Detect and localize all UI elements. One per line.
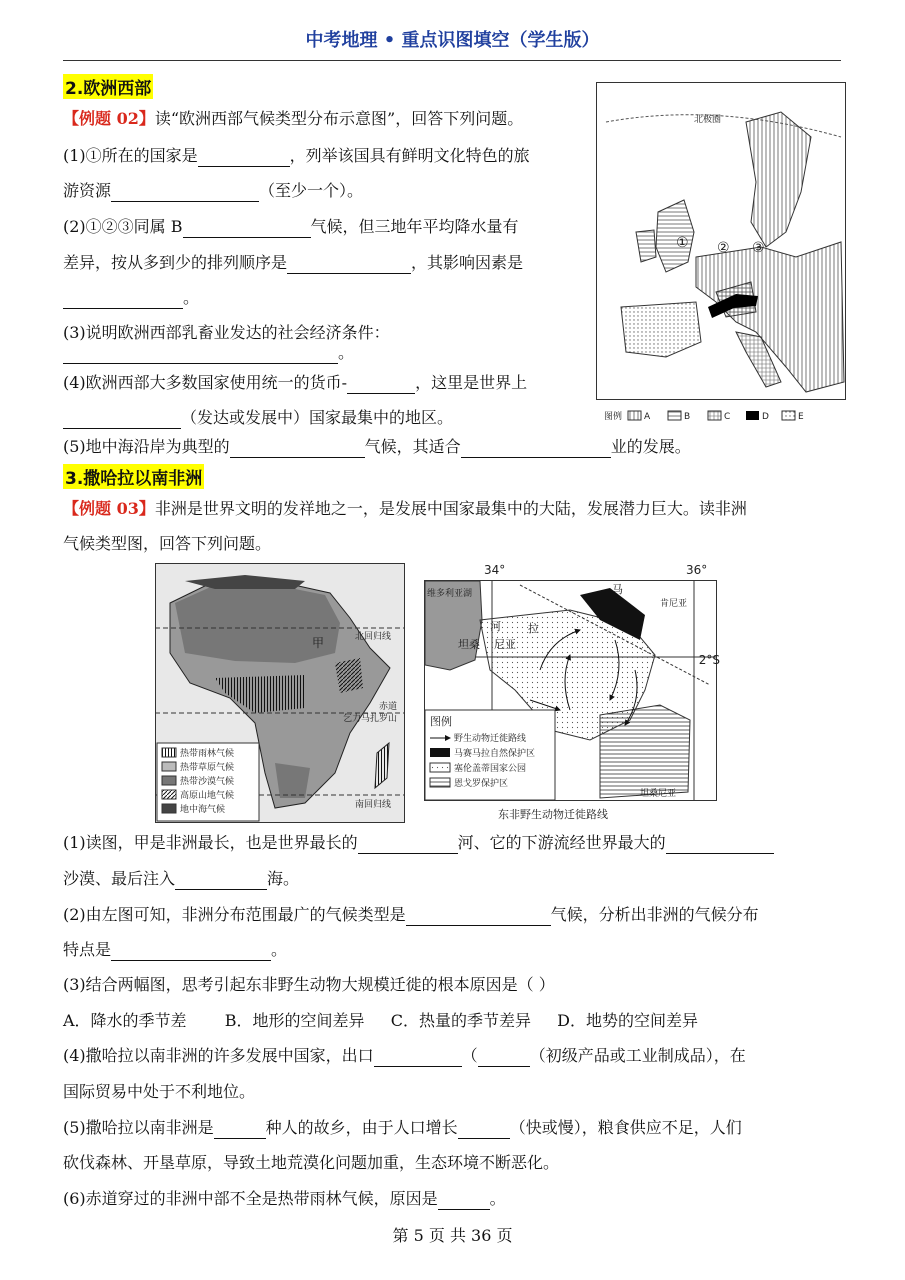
- q2-3-line2: [63, 342, 354, 364]
- text: 种人的故乡，由于人口增长: [265, 1118, 458, 1137]
- answer-blank[interactable]: [230, 441, 365, 458]
- q3-6-line: [63, 1188, 506, 1210]
- answer-blank[interactable]: [63, 292, 183, 309]
- text: 沙漠、最后注入: [63, 869, 176, 888]
- text: ，列举该国具有鲜明文化特色的旅: [289, 146, 530, 165]
- africa-climate-map: [155, 563, 405, 823]
- header-rule: [63, 60, 841, 61]
- answer-blank[interactable]: [406, 909, 551, 926]
- legend-rainforest: 热带雨林气候: [180, 749, 235, 759]
- q3-5-line2: 砍伐森林、开垦草原，导致土地荒漠化问题加重，生态环境不断恶化。: [63, 1153, 560, 1172]
- q2-5-line: [63, 436, 691, 458]
- legend-swatch-savanna: [162, 762, 176, 771]
- legend-highland: 高原山地气候: [180, 791, 235, 801]
- section-title-africa: 3.撒哈拉以南非洲: [63, 464, 204, 489]
- legend-swatch-serengeti: [430, 763, 450, 772]
- text: （快或慢），粮食供应不足，人们: [509, 1118, 742, 1137]
- q2-4-line2: [63, 407, 453, 429]
- answer-blank[interactable]: [374, 1050, 462, 1067]
- marker-2: ②: [717, 240, 730, 256]
- legend-savanna: 热带草原气候: [180, 763, 235, 773]
- q3-4-line2: 国际贸易中处于不利地位。: [63, 1082, 256, 1101]
- zone-desert-north: [175, 585, 340, 663]
- q2-2-line1: [63, 216, 519, 238]
- q3-3-line: (3)结合两幅图，思考引起东非野生动物大规模迁徙的根本原因是（ ）: [63, 975, 555, 994]
- text: ，这里是世界上: [415, 373, 528, 392]
- text: (1)读图，甲是非洲最长，也是世界最长的: [63, 833, 358, 852]
- map-caption: 东非野生动物迁徙路线: [498, 808, 608, 821]
- text: 。: [489, 1189, 506, 1208]
- label-kilimanjaro: 乞力马扎罗山: [343, 714, 398, 724]
- marker-3: ③: [752, 240, 765, 256]
- q2-2-line3: [63, 287, 199, 309]
- legend-serengeti: 塞伦盖蒂国家公园: [454, 764, 527, 774]
- example-text: 读“欧洲西部气候类型分布示意图”，回答下列问题。: [154, 109, 524, 128]
- text: 海。: [267, 869, 300, 888]
- text: (2)①②③同属 B: [63, 217, 183, 236]
- answer-blank[interactable]: [63, 347, 338, 364]
- text: ，其影响因素是: [411, 253, 524, 272]
- option-b[interactable]: B．地形的空间差异: [224, 1011, 365, 1030]
- text: 特点是: [63, 940, 112, 959]
- option-a[interactable]: A．降水的季节差: [63, 1011, 187, 1030]
- q2-1-line2: [63, 180, 363, 202]
- legend-masai-mara: 马赛马拉自然保护区: [454, 749, 536, 759]
- legend-desert: 热带沙漠气候: [180, 777, 235, 787]
- zone-highland: [335, 658, 363, 693]
- answer-blank[interactable]: [461, 441, 611, 458]
- legend-swatch-e: [782, 411, 795, 420]
- label-equator: 赤道: [379, 702, 398, 712]
- answer-blank[interactable]: [111, 185, 259, 202]
- legend-label-e: E: [798, 412, 804, 422]
- option-c[interactable]: C．热量的季节差异: [390, 1011, 531, 1030]
- answer-blank[interactable]: [666, 837, 774, 854]
- answer-blank[interactable]: [111, 944, 271, 961]
- answer-blank[interactable]: [63, 412, 181, 429]
- text: 河、它的下游流经世界最大的: [457, 833, 666, 852]
- example-text: 非洲是世界文明的发祥地之一，是发展中国家最集中的大陆，发展潜力巨大。读非洲: [154, 499, 747, 518]
- example-label: 【例题 03】: [63, 499, 155, 518]
- q3-1-line1: [63, 832, 774, 854]
- text: 。: [338, 343, 355, 362]
- zone-desert-south: [275, 763, 310, 798]
- label-tropic-south: 南回归线: [355, 800, 392, 810]
- q2-3-line1: (3)说明欧洲西部乳畜业发达的社会经济条件：: [63, 323, 390, 342]
- text: 。: [271, 940, 288, 959]
- text: 气候，但三地年平均降水量有: [310, 217, 519, 236]
- legend-swatch-d: [746, 411, 759, 420]
- text: (2)由左图可知，非洲分布范围最广的气候类型是: [63, 905, 406, 924]
- label-jia: 甲: [312, 636, 325, 650]
- text: 业的发展。: [610, 437, 691, 456]
- example-03-line1: [63, 498, 747, 520]
- answer-blank[interactable]: [347, 377, 415, 394]
- text: (4)撒哈拉以南非洲的许多发展中国家，出口: [63, 1046, 374, 1065]
- east-africa-migration-map: [420, 560, 722, 828]
- europe-climate-map: [596, 82, 846, 429]
- label-tropic-north: 北回归线: [355, 632, 392, 642]
- q2-1-line1: [63, 145, 530, 167]
- text: （至少一个）。: [259, 181, 364, 200]
- text: (1)①所在的国家是: [63, 146, 198, 165]
- text: （初级产品或工业制成品），在: [529, 1046, 746, 1065]
- legend-label-b: B: [684, 412, 691, 422]
- page-header-title: 中考地理 • 重点识图填空（学生版）: [305, 30, 600, 51]
- legend-mediterranean: 地中海气候: [180, 805, 226, 815]
- text: (5)撒哈拉以南非洲是: [63, 1118, 214, 1137]
- q3-4-line1: [63, 1045, 746, 1067]
- text: （: [461, 1046, 478, 1065]
- legend-label-a: A: [644, 412, 651, 422]
- answer-blank[interactable]: [198, 150, 290, 167]
- answer-blank[interactable]: [175, 873, 267, 890]
- answer-blank[interactable]: [183, 221, 311, 238]
- legend-swatch-highland: [162, 790, 176, 799]
- legend-swatch-ngorongoro: [430, 778, 450, 787]
- legend-swatch-b: [668, 411, 681, 420]
- text: 游资源: [63, 181, 112, 200]
- q3-2-line2: [63, 939, 287, 961]
- label-la: 拉: [528, 622, 539, 635]
- example-03-line2: 气候类型图，回答下列问题。: [63, 534, 272, 553]
- migration-legend: [425, 710, 555, 800]
- q2-4-line1: [63, 372, 527, 394]
- text: (5)地中海沿岸为典型的: [63, 437, 230, 456]
- answer-blank[interactable]: [458, 1122, 510, 1139]
- answer-blank[interactable]: [478, 1050, 530, 1067]
- label-tan: 坦桑: [458, 638, 480, 651]
- legend-title: 图例: [430, 715, 452, 728]
- legend-ngorongoro: 恩戈罗保护区: [454, 779, 509, 789]
- answer-blank[interactable]: [287, 257, 411, 274]
- legend-swatch-mediterranean: [162, 804, 176, 813]
- legend-route: 野生动物迁徙路线: [454, 734, 527, 744]
- q3-3-options: [63, 1010, 698, 1032]
- text: 。: [183, 288, 200, 307]
- q2-2-line2: [63, 252, 523, 274]
- legend-label-c: C: [724, 412, 731, 422]
- answer-blank[interactable]: [358, 837, 458, 854]
- legend-swatch-desert: [162, 776, 176, 785]
- legend-label-d: D: [762, 412, 769, 422]
- label-lake: 维多利亚湖: [427, 589, 473, 599]
- example-02-line: [63, 108, 523, 130]
- text: （发达或发展中）国家最集中的地区。: [181, 408, 454, 427]
- legend-swatch-a: [628, 411, 641, 420]
- ngorongoro-area: [600, 705, 690, 798]
- legend-swatch-masai-mara: [430, 748, 450, 757]
- legend-title: 图例: [604, 412, 623, 422]
- q3-5-line1: [63, 1117, 742, 1139]
- page-number: 第 5 页 共 36 页: [392, 1226, 513, 1245]
- arctic-label: 北极圈: [694, 115, 722, 125]
- answer-blank[interactable]: [214, 1122, 266, 1139]
- label-kenya: 肯尼亚: [660, 599, 688, 609]
- legend-swatch-rainforest: [162, 748, 176, 757]
- text: (4)欧洲西部大多数国家使用统一的货币-: [63, 373, 348, 392]
- text: 差异，按从多到少的排列顺序是: [63, 253, 288, 272]
- label-tanzania: 坦桑尼亚: [640, 789, 677, 799]
- text: 气候，其适合: [364, 437, 461, 456]
- label-lon-36: 36°: [686, 563, 708, 577]
- label-lat-2s: 2°S: [698, 653, 720, 667]
- africa-legend: [157, 743, 259, 821]
- q3-2-line1: [63, 904, 759, 926]
- legend-swatch-c: [708, 411, 721, 420]
- text: 气候，分析出非洲的气候分布: [550, 905, 759, 924]
- option-d[interactable]: D．地势的空间差异: [557, 1011, 698, 1030]
- marker-1: ①: [676, 235, 689, 251]
- q3-1-line2: [63, 868, 299, 890]
- answer-blank[interactable]: [438, 1193, 490, 1210]
- label-river: 河: [490, 620, 501, 633]
- text: (6)赤道穿过的非洲中部不全是热带雨林气候，原因是: [63, 1189, 438, 1208]
- label-lon-34: 34°: [484, 563, 506, 577]
- section-title-europe: 2.欧洲西部: [63, 74, 153, 99]
- label-nia: 尼亚: [494, 638, 516, 651]
- example-label: 【例题 02】: [63, 109, 155, 128]
- label-ma: 马: [612, 583, 623, 596]
